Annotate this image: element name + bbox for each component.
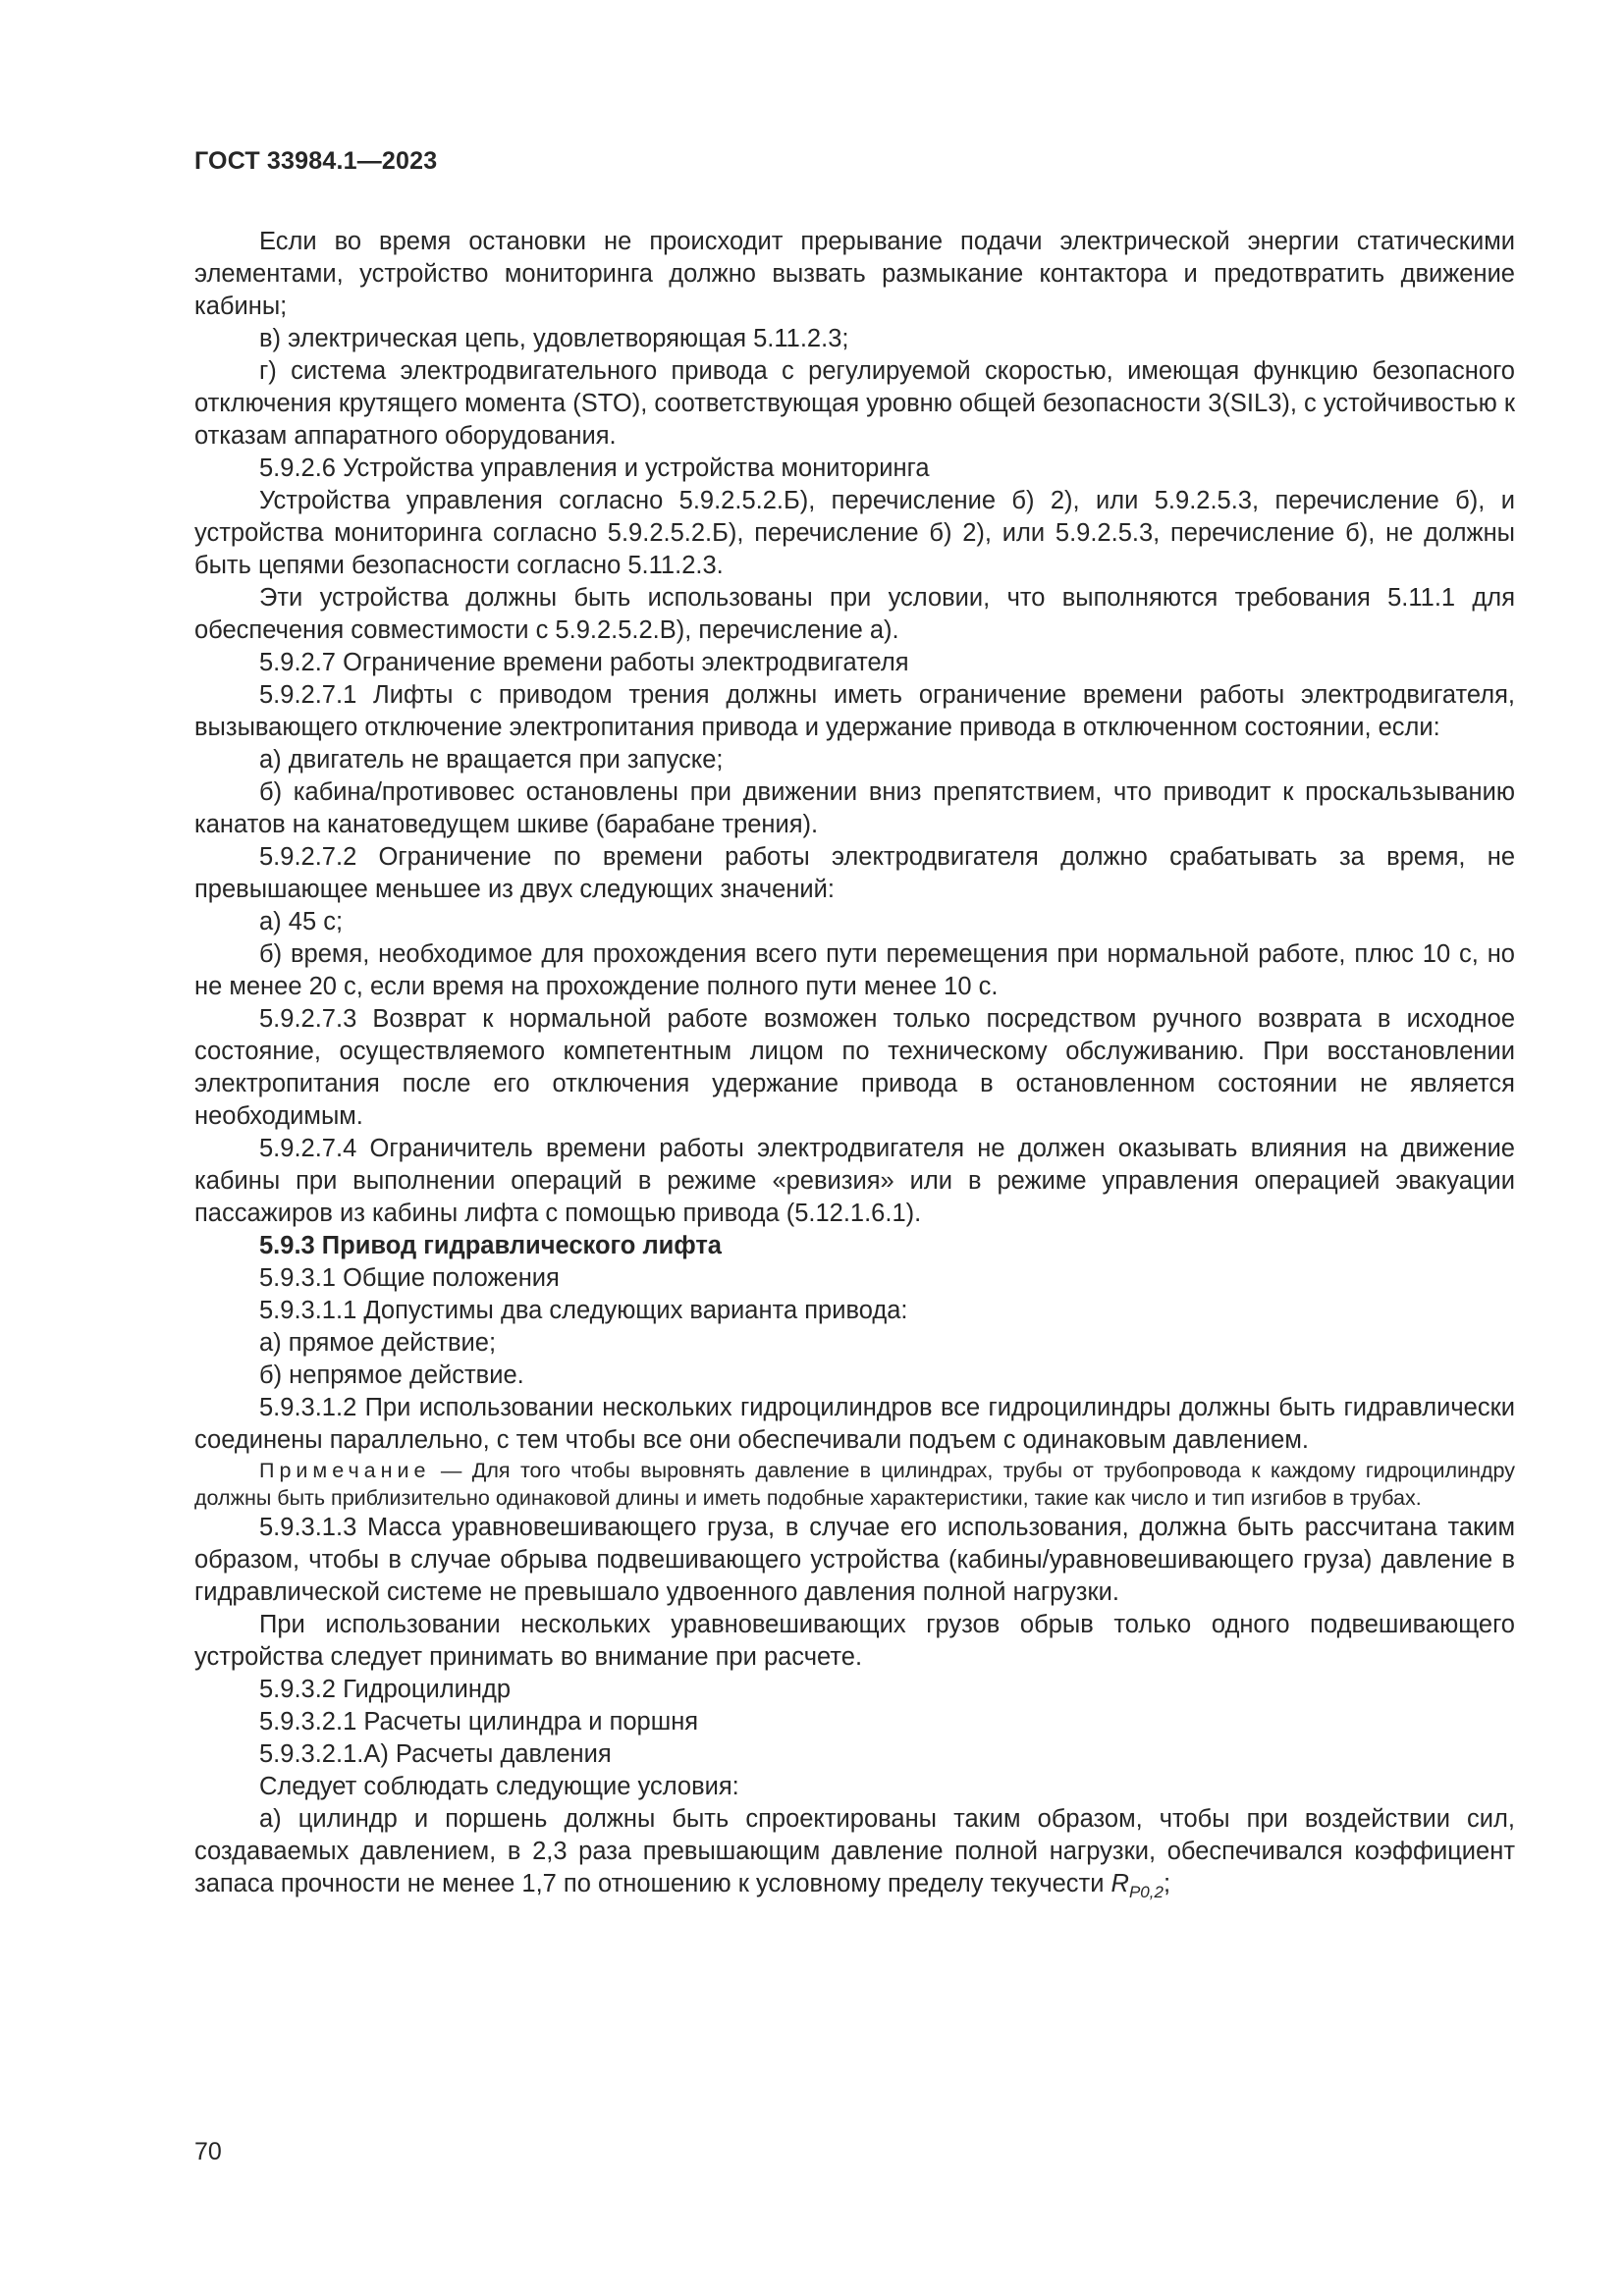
document-body bbox=[194, 226, 1515, 1908]
section-heading: 5.9.3.2.1 Расчеты цилиндра и поршня bbox=[259, 1708, 699, 1735]
list-item: б) непрямое действие. bbox=[259, 1362, 524, 1389]
note bbox=[194, 1457, 1515, 1512]
section-heading: 5.9.2.7 Ограничение времени работы электродвигателя bbox=[259, 649, 909, 676]
paragraph: 5.9.3.1.2 При использовании нескольких гидроцилиндров все гидроцилиндры должны быть гидравлически соединены параллельно, с тем чтобы все они обеспечивали подъем с одинаковым давлением. bbox=[194, 1394, 1515, 1454]
formula bbox=[1110, 1870, 1164, 1901]
paragraph: 5.9.3.1.1 Допустимы два следующих варианта привода: bbox=[259, 1297, 908, 1324]
section-heading: 5.9.3.2 Гидроцилиндр bbox=[259, 1676, 512, 1703]
paragraph: 5.9.3.1.3 Масса уравновешивающего груза, в случае его использования, должна быть рассчитана таким образом, чтобы в случае обрыва подвешивающего устройства (кабины/уравновешивающего груза) давление в гидравлической системе не превышало удвоенного давления полной нагрузки. bbox=[194, 1514, 1515, 1606]
paragraph: Следует соблюдать следующие условия: bbox=[259, 1773, 739, 1800]
list-item: в) электрическая цепь, удовлетворяющая 5.11.2.3; bbox=[259, 325, 849, 352]
list-item: г) система электродвигательного привода с регулируемой скоростью, имеющая функцию безопасного отключения крутящего момента (STO), соответствующая уровню общей безопасности 3(SIL3), с устойчивостью к отказам аппаратного оборудования. bbox=[194, 357, 1515, 450]
paragraph: 5.9.2.7.1 Лифты с приводом трения должны иметь ограничение времени работы электродвигателя, вызывающего отключение электропитания привода и удержание привода в отключенном состоянии, если: bbox=[194, 681, 1515, 741]
paragraph: 5.9.2.7.3 Возврат к нормальной работе возможен только посредством ручного возврата в исходное состояние, осуществляемого компетентным лицом по техническому обслуживанию. При восстановлении электропитания после его отключения удержание привода в остановленном состоянии не является необходимым. bbox=[194, 1005, 1515, 1130]
list-item: а) двигатель не вращается при запуске; bbox=[259, 746, 724, 774]
section-heading: 5.9.2.6 Устройства управления и устройства мониторинга bbox=[259, 454, 930, 482]
list-item bbox=[194, 1803, 1515, 1908]
list-item-text: а) цилиндр и поршень должны быть спроектированы таким образом, чтобы при воздействии сил, создаваемых давлением, в 2,3 раза превышающим давление полной нагрузки, обеспечивался коэффициент запаса прочности не менее 1,7 по отношению к условному пределу текучести bbox=[194, 1805, 1515, 1897]
list-item: а) 45 с; bbox=[259, 908, 344, 935]
paragraph: 5.9.2.7.2 Ограничение по времени работы электродвигателя должно срабатывать за время, не превышающее меньшее из двух следующих значений: bbox=[194, 843, 1515, 903]
document-header: ГОСТ 33984.1—2023 bbox=[194, 147, 438, 175]
formula-symbol: R bbox=[1110, 1870, 1129, 1897]
paragraph: Если во время остановки не происходит прерывание подачи электрической энергии статическими элементами, устройство мониторинга должно вызвать размыкание контактора и предотвратить движение кабины; bbox=[194, 228, 1515, 320]
paragraph: При использовании нескольких уравновешивающих грузов обрыв только одного подвешивающего устройства следует принимать во внимание при расчете. bbox=[194, 1611, 1515, 1671]
section-heading: 5.9.3.1 Общие положения bbox=[259, 1264, 560, 1292]
section-heading-bold: 5.9.3 Привод гидравлического лифта bbox=[259, 1232, 722, 1259]
list-item: б) кабина/противовес остановлены при движении вниз препятствием, что приводит к проскальзыванию канатов на канатоведущем шкиве (барабане трения). bbox=[194, 778, 1515, 838]
formula-subscript: P0,2 bbox=[1128, 1883, 1164, 1901]
page-number: 70 bbox=[194, 2138, 222, 2165]
list-item: а) прямое действие; bbox=[259, 1329, 497, 1357]
paragraph: Эти устройства должны быть использованы при условии, что выполняются требования 5.11.1 для обеспечения совместимости с 5.9.2.5.2.В), перечисление а). bbox=[194, 584, 1515, 644]
punctuation: ; bbox=[1163, 1870, 1171, 1897]
list-item: б) время, необходимое для прохождения всего пути перемещения при нормальной работе, плюс 10 с, но не менее 20 с, если время на прохождение полного пути менее 10 с. bbox=[194, 940, 1515, 1000]
paragraph: 5.9.2.7.4 Ограничитель времени работы электродвигателя не должен оказывать влияния на движение кабины при выполнении операций в режиме «ревизия» или в режиме управления операцией эвакуации пассажиров из кабины лифта с помощью привода (5.12.1.6.1). bbox=[194, 1135, 1515, 1227]
note-text: — Для того чтобы выровнять давление в цилиндрах, трубы от трубопровода к каждому гидроцилиндру должны быть приблизительно одинаковой длины и иметь подобные характеристики, такие как число и тип изгибов в трубах. bbox=[194, 1459, 1515, 1510]
note-label: Примечание bbox=[259, 1459, 431, 1482]
section-heading: 5.9.3.2.1.А) Расчеты давления bbox=[259, 1740, 612, 1768]
paragraph: Устройства управления согласно 5.9.2.5.2.Б), перечисление б) 2), или 5.9.2.5.3, перечисление б), и устройства мониторинга согласно 5.9.2.5.2.Б), перечисление б) 2), или 5.9.2.5.3, перечисление б), не должны быть цепями безопасности согласно 5.11.2.3. bbox=[194, 487, 1515, 579]
